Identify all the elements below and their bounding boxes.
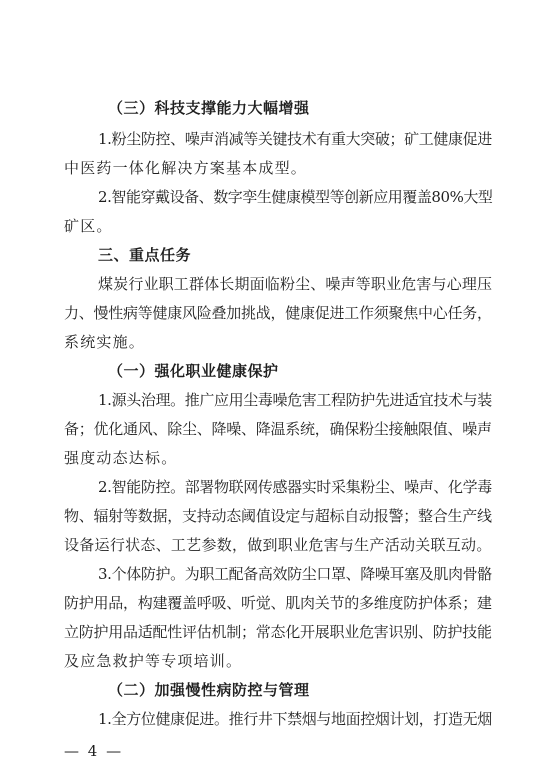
page-number: — 4 — [64,742,124,760]
paragraph-line: 2.智能防控。部署物联网传感器实时采集粉尘、噪声、化学毒 [98,478,492,496]
paragraph-line: 3.个体防护。为职工配备高效防尘口罩、降噪耳塞及肌肉骨骼 [98,565,492,583]
paragraph-line: 强度动态达标。 [64,449,178,467]
paragraph-line: 中医药一体化解决方案基本成型。 [64,159,308,177]
paragraph-line: 1.全方位健康促进。推行井下禁烟与地面控烟计划，打造无烟 [98,710,492,728]
paragraph-line: 备；优化通风、除尘、降噪、降温系统，确保粉尘接触限值、噪声 [64,420,492,438]
paragraph-line: 力、慢性病等健康风险叠加挑战，健康促进工作须聚焦中心任务， [64,304,492,322]
paragraph-line: 2.智能穿戴设备、数字孪生健康模型等创新应用覆盖80%大型 [98,188,493,206]
paragraph-line: 立防护用品适配性评估机制；常态化开展职业危害识别、防护技能 [64,623,492,641]
paragraph-line: 设备运行状态、工艺参数，做到职业危害与生产活动关联互动。 [64,536,492,554]
section-heading-key-tasks: 三、重点任务 [98,246,192,264]
paragraph-line: 矿区。 [64,217,113,235]
paragraph-line: 及应急救护等专项培训。 [64,652,243,670]
paragraph-line: 系统实施。 [64,333,146,351]
section-heading-chronic-disease: （二）加强慢性病防控与管理 [108,681,310,699]
paragraph-line: 煤炭行业职工群体长期面临粉尘、噪声等职业危害与心理压 [98,275,493,293]
paragraph-line: 1.源头治理。推广应用尘毒噪危害工程防护先进适宜技术与装 [98,391,492,409]
paragraph-line: 防护用品，构建覆盖呼吸、听觉、肌肉关节的多维度防护体系；建 [64,594,492,612]
paragraph-line: 1.粉尘防控、噪声消减等关键技术有重大突破；矿工健康促进 [98,130,492,148]
section-heading-occupational-health: （一）强化职业健康保护 [108,362,279,380]
paragraph-line: 物、辐射等数据，支持动态阈值设定与超标自动报警；整合生产线 [64,507,492,525]
section-heading-tech-support: （三）科技支撑能力大幅增强 [108,99,310,117]
